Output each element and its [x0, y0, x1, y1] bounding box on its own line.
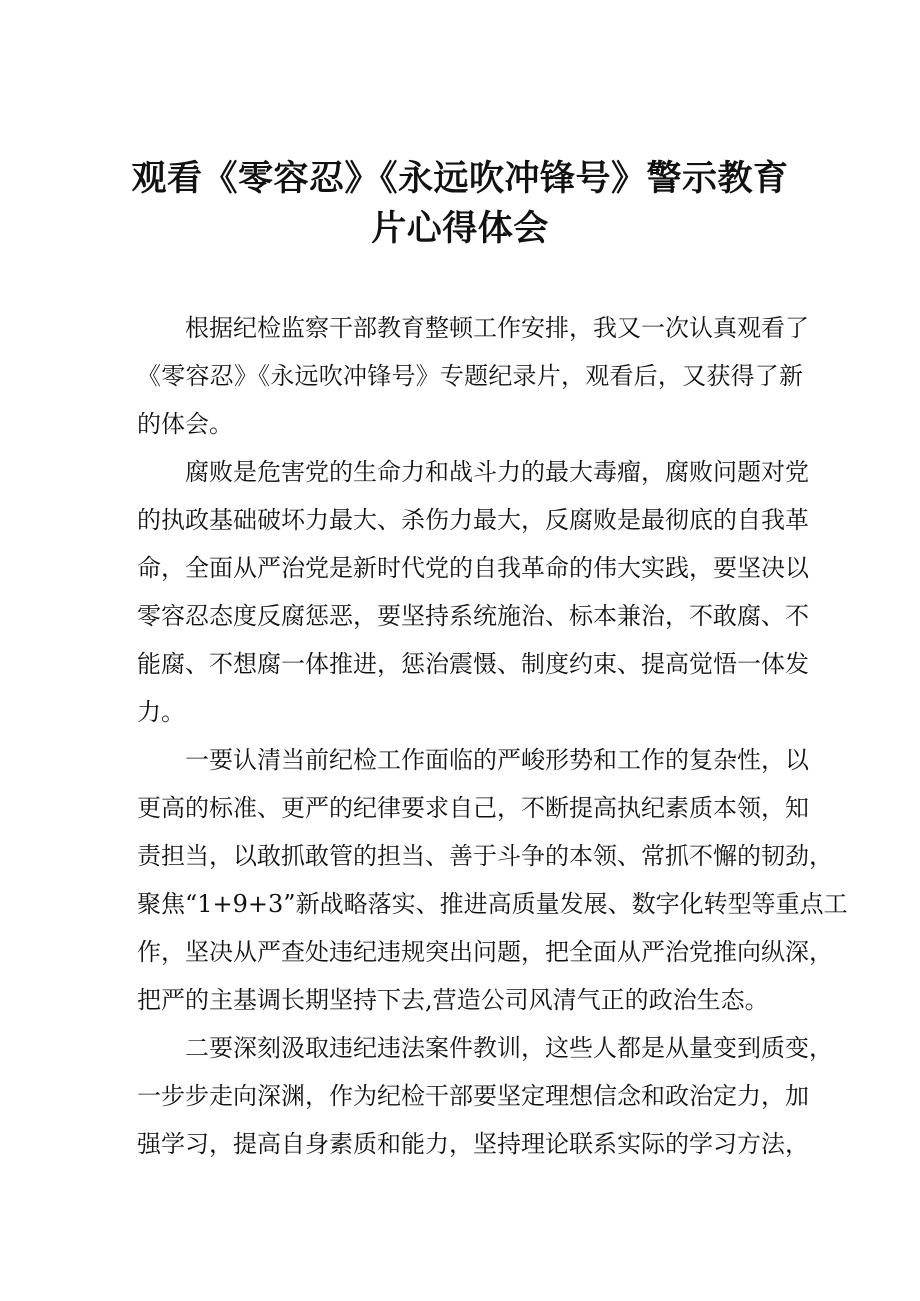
text-line: 更高的标准、更严的纪律要求自己，不断提高执纪素质本领，知 [137, 794, 809, 822]
text-line: 腐败是危害党的生命力和战斗力的最大毒瘤，腐败问题对党 [185, 458, 809, 486]
document-body [137, 304, 848, 1168]
text-line: 的体会。 [137, 410, 233, 438]
text-line: 责担当，以敢抓敢管的担当、善于斗争的本领、常抓不懈的韧劲， [137, 842, 833, 870]
paragraph-1 [137, 304, 809, 448]
title-line-2: 片心得体会 [371, 209, 549, 249]
text-line: 命，全面从严治党是新时代党的自我革命的伟大实践，要坚决以 [137, 554, 809, 582]
text-line: 作，坚决从严查处违纪违规突出问题，把全面从严治党推向纵深， [137, 938, 833, 966]
text-line: 《零容忍》《永远吹冲锋号》专题纪录片，观看后，又获得了新 [137, 362, 803, 390]
text-line: 根据纪检监察干部教育整顿工作安排，我又一次认真观看了 [185, 314, 809, 342]
text-line: 一要认清当前纪检工作面临的严峻形势和工作的复杂性，以 [185, 746, 809, 774]
document-title [110, 154, 810, 254]
title-line-1: 观看《零容忍》《永远吹冲锋号》警示教育 [131, 159, 789, 199]
text-line: 一步步走向深渊，作为纪检干部要坚定理想信念和政治定力，加 [137, 1082, 809, 1110]
text-line: 力。 [137, 698, 185, 726]
text-line: 二要深刻汲取违纪违法案件教训，这些人都是从量变到质变， [185, 1034, 833, 1062]
paragraph-3 [137, 736, 848, 1024]
paragraph-2 [137, 448, 809, 736]
text-line: 强学习，提高自身素质和能力，坚持理论联系实际的学习方法， [137, 1130, 809, 1158]
text-line: 聚焦“1+9+3”新战略落实、推进高质量发展、数字化转型等重点工 [137, 890, 848, 918]
text-line: 把严的主基调长期坚持下去,营造公司风清气正的政治生态。 [137, 986, 769, 1014]
text-line: 零容忍态度反腐惩恶，要坚持系统施治、标本兼治，不敢腐、不 [137, 602, 809, 630]
text-line: 能腐、不想腐一体推进，惩治震慑、制度约束、提高觉悟一体发 [137, 650, 809, 678]
text-line: 的执政基础破坏力最大、杀伤力最大，反腐败是最彻底的自我革 [137, 506, 809, 534]
paragraph-4 [137, 1024, 833, 1168]
